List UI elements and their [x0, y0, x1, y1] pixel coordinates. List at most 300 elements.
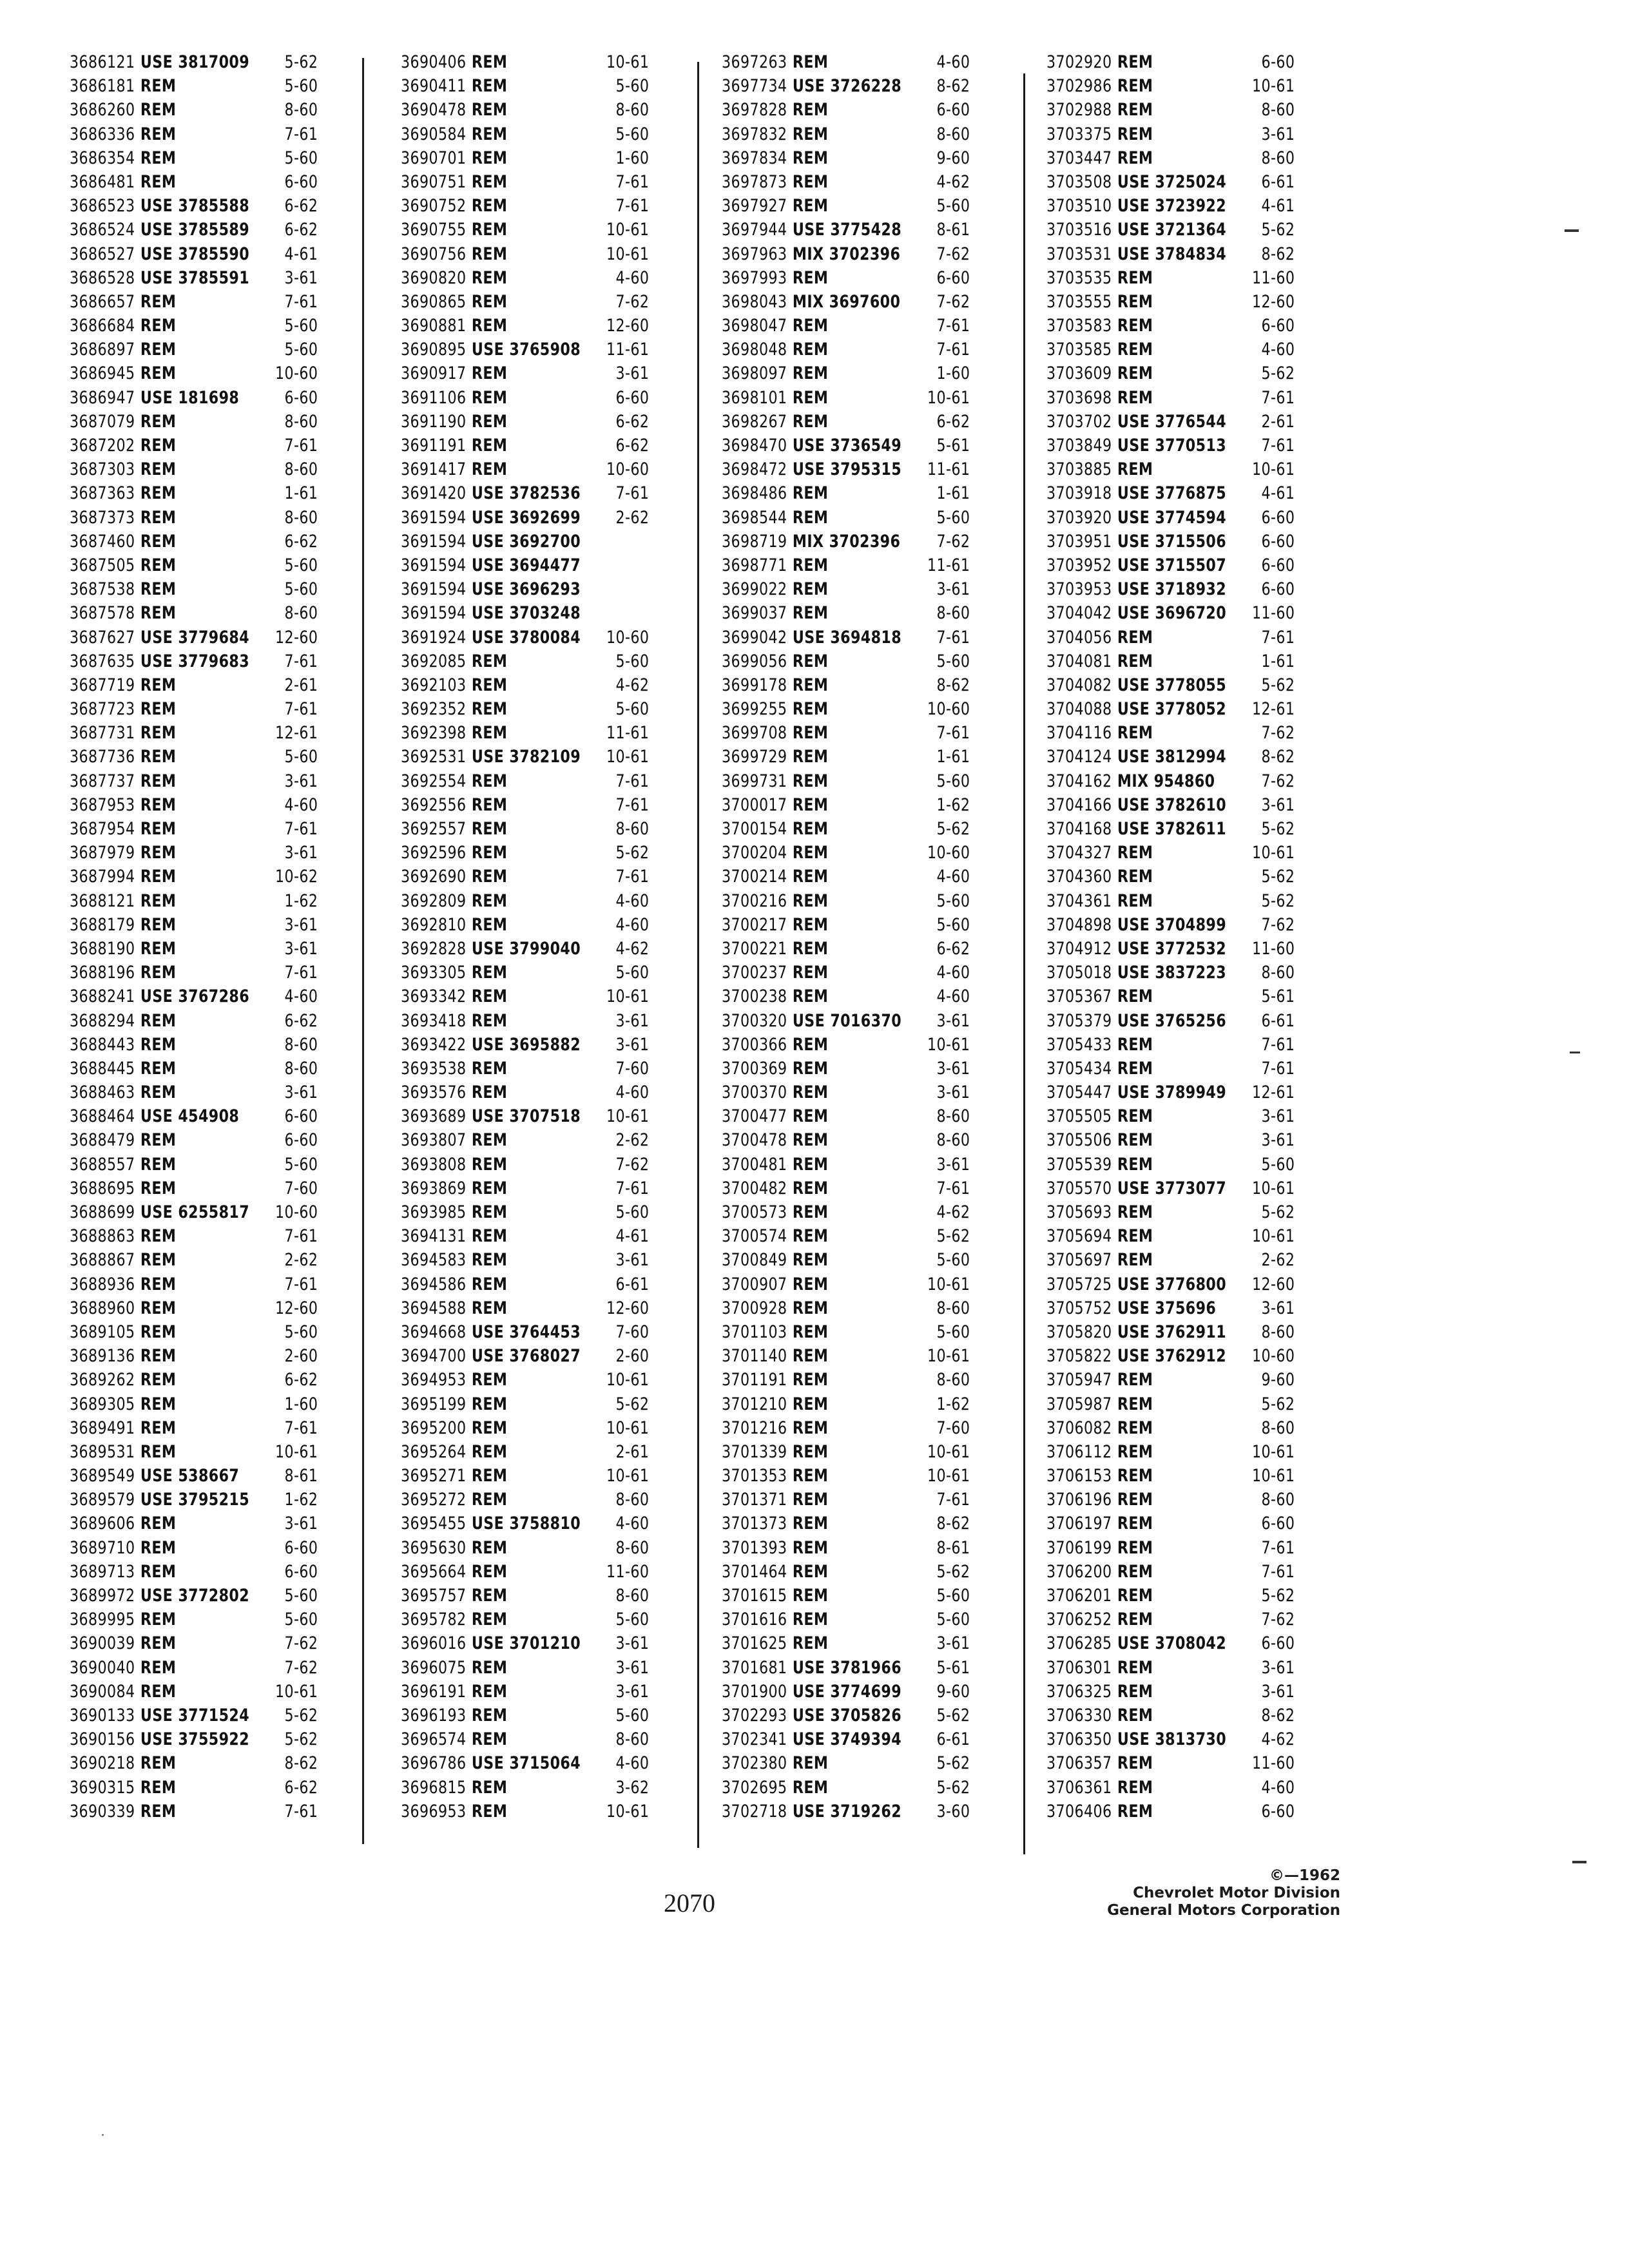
- part-row: [401, 577, 649, 601]
- part-action: MIX 3702396: [792, 531, 901, 552]
- part-row: [722, 361, 970, 385]
- part-date: 7-62: [284, 1657, 318, 1678]
- part-number: 3700481: [722, 1154, 787, 1175]
- part-action: REM: [140, 699, 177, 720]
- part-row: [1046, 1224, 1295, 1248]
- part-number: 3690040: [70, 1657, 135, 1678]
- part-action: REM: [471, 267, 508, 288]
- part-row: [70, 481, 318, 505]
- part-row: [1046, 1128, 1295, 1152]
- part-row: [1046, 889, 1295, 913]
- part-action: REM: [471, 363, 508, 384]
- part-row: [722, 1440, 970, 1464]
- part-number: 3702988: [1046, 100, 1112, 120]
- part-row: [1046, 626, 1295, 649]
- part-number: 3704360: [1046, 867, 1112, 887]
- part-number: 3701216: [722, 1418, 787, 1438]
- part-row: [401, 1392, 649, 1416]
- part-date: 4-61: [284, 244, 318, 264]
- part-date: 8-62: [1261, 244, 1295, 264]
- part-date: 11-60: [1252, 1753, 1295, 1774]
- part-action: REM: [140, 459, 177, 480]
- part-action: USE 3701210: [471, 1633, 581, 1654]
- part-date: 5-60: [284, 340, 318, 360]
- part-action: USE 3721364: [1117, 220, 1227, 240]
- part-date: 4-62: [615, 938, 650, 959]
- part-action: REM: [792, 890, 829, 911]
- part-number: 3703885: [1046, 459, 1112, 480]
- part-action: REM: [471, 1610, 508, 1630]
- part-number: 3691594: [401, 507, 467, 528]
- part-row: [401, 314, 649, 338]
- part-date: 4-61: [1261, 196, 1295, 216]
- part-number: 3693422: [401, 1034, 467, 1055]
- part-date: 5-60: [615, 699, 650, 720]
- part-number: 3704081: [1046, 651, 1112, 671]
- part-date: 5-60: [284, 747, 318, 767]
- part-number: 3696193: [401, 1705, 467, 1725]
- part-date: 7-62: [1261, 723, 1295, 744]
- part-action: USE 3762912: [1117, 1346, 1227, 1367]
- part-number: 3690478: [401, 100, 467, 120]
- part-action: USE 3779684: [140, 627, 250, 648]
- part-row: [401, 1104, 649, 1128]
- part-action: USE 181698: [140, 387, 240, 408]
- part-number: 3688936: [70, 1274, 135, 1294]
- part-row: [722, 1344, 970, 1368]
- part-date: 4-62: [615, 675, 650, 695]
- part-number: 3696574: [401, 1729, 467, 1750]
- part-number: 3700204: [722, 843, 787, 863]
- part-date: 8-60: [1261, 1418, 1295, 1438]
- part-row: [70, 769, 318, 793]
- part-action: REM: [1117, 1226, 1153, 1247]
- part-action: REM: [140, 675, 177, 695]
- part-number: 3688464: [70, 1106, 135, 1127]
- part-number: 3690039: [70, 1633, 135, 1654]
- part-row: [401, 649, 649, 673]
- part-date: 6-60: [284, 1106, 318, 1127]
- part-row: [401, 1440, 649, 1464]
- part-date: 5-62: [1261, 819, 1295, 839]
- part-number: 3697828: [722, 100, 787, 120]
- part-date: 4-60: [284, 794, 318, 815]
- part-row: [401, 769, 649, 793]
- part-date: 10-60: [606, 627, 650, 648]
- part-date: 4-61: [615, 1226, 650, 1247]
- part-number: 3698043: [722, 291, 787, 312]
- part-action: REM: [792, 1202, 829, 1222]
- part-date: 7-61: [1261, 1058, 1295, 1079]
- part-number: 3706112: [1046, 1441, 1112, 1462]
- part-number: 3695200: [401, 1418, 467, 1438]
- part-row: [722, 1512, 970, 1535]
- part-date: 6-62: [936, 411, 970, 432]
- part-date: 4-60: [284, 986, 318, 1007]
- part-date: 8-60: [284, 603, 318, 624]
- part-number: 3703516: [1046, 220, 1112, 240]
- part-date: 5-62: [1261, 867, 1295, 887]
- part-action: REM: [792, 1561, 829, 1582]
- part-action: REM: [792, 1466, 829, 1486]
- part-action: REM: [140, 1250, 177, 1271]
- part-date: 7-61: [284, 819, 318, 839]
- parts-column-1: [70, 50, 372, 1823]
- part-number: 3688463: [70, 1082, 135, 1103]
- part-action: REM: [792, 699, 829, 720]
- part-row: [70, 577, 318, 601]
- part-number: 3689531: [70, 1441, 135, 1462]
- margin-mark: [1572, 1861, 1586, 1863]
- part-row: [401, 170, 649, 194]
- part-action: USE 6255817: [140, 1202, 250, 1222]
- part-date: 5-60: [615, 651, 650, 671]
- part-action: USE 3785589: [140, 220, 250, 240]
- part-row: [401, 194, 649, 218]
- part-date: 5-60: [936, 196, 970, 216]
- part-action: REM: [140, 794, 177, 815]
- part-row: [722, 697, 970, 721]
- part-action: REM: [140, 1561, 177, 1582]
- part-row: [1046, 937, 1295, 961]
- part-action: REM: [140, 890, 177, 911]
- part-date: 5-62: [284, 1729, 318, 1750]
- part-date: 4-60: [615, 267, 650, 288]
- part-action: REM: [471, 148, 508, 168]
- part-action: USE 3695882: [471, 1034, 581, 1055]
- part-date: 10-61: [927, 1441, 970, 1462]
- part-row: [401, 122, 649, 146]
- part-row: [70, 1033, 318, 1057]
- part-number: 3703375: [1046, 124, 1112, 144]
- part-number: 3687460: [70, 531, 135, 552]
- part-number: 3705570: [1046, 1178, 1112, 1198]
- part-row: [722, 913, 970, 937]
- part-action: REM: [140, 1441, 177, 1462]
- part-row: [1046, 338, 1295, 361]
- part-number: 3704361: [1046, 890, 1112, 911]
- part-number: 3694588: [401, 1298, 467, 1318]
- part-date: 10-61: [606, 1466, 650, 1486]
- part-number: 3705379: [1046, 1010, 1112, 1031]
- part-number: 3686684: [70, 316, 135, 336]
- part-row: [401, 1800, 649, 1823]
- part-action: REM: [1117, 627, 1153, 648]
- part-number: 3690756: [401, 244, 467, 264]
- part-action: USE 375696: [1117, 1298, 1217, 1318]
- part-row: [1046, 1320, 1295, 1344]
- part-row: [1046, 1392, 1295, 1416]
- part-row: [1046, 913, 1295, 937]
- part-date: [600, 601, 650, 625]
- part-action: REM: [792, 938, 829, 959]
- part-action: USE 3795315: [792, 459, 902, 480]
- part-date: 7-61: [284, 699, 318, 720]
- part-action: REM: [140, 1418, 177, 1438]
- part-date: 8-60: [1261, 148, 1295, 168]
- part-action: USE 3726228: [792, 76, 902, 97]
- part-row: [70, 434, 318, 457]
- part-date: 3-61: [1261, 124, 1295, 144]
- part-row: [1046, 1033, 1295, 1057]
- part-date: 5-60: [936, 507, 970, 528]
- part-number: 3688557: [70, 1154, 135, 1175]
- part-date: 6-60: [1261, 531, 1295, 552]
- part-number: 3687505: [70, 555, 135, 575]
- part-date: 4-62: [936, 171, 970, 192]
- part-date: 6-60: [284, 1561, 318, 1582]
- part-action: REM: [792, 507, 829, 528]
- part-date: 10-61: [275, 1441, 318, 1462]
- part-date: 5-60: [284, 579, 318, 600]
- part-action: REM: [792, 267, 829, 288]
- part-date: 7-61: [284, 124, 318, 144]
- part-row: [401, 745, 649, 769]
- part-number: 3700369: [722, 1058, 787, 1079]
- part-number: 3703951: [1046, 531, 1112, 552]
- part-date: 3-61: [936, 579, 970, 600]
- part-number: 3698472: [722, 459, 787, 480]
- part-date: 8-60: [936, 1106, 970, 1127]
- part-action: USE 3774699: [792, 1681, 902, 1702]
- part-number: 3701103: [722, 1321, 787, 1342]
- part-number: 3687627: [70, 627, 135, 648]
- part-action: REM: [792, 1610, 829, 1630]
- part-number: 3692556: [401, 794, 467, 815]
- part-row: [70, 122, 318, 146]
- part-row: [1046, 1584, 1295, 1608]
- part-row: [1046, 506, 1295, 530]
- part-action: REM: [140, 340, 177, 360]
- part-row: [70, 361, 318, 385]
- part-number: 3687737: [70, 771, 135, 791]
- part-date: 5-60: [615, 1202, 650, 1222]
- part-action: USE 3774594: [1117, 507, 1227, 528]
- part-date: 7-62: [1261, 1610, 1295, 1630]
- part-row: [1046, 985, 1295, 1008]
- part-date: 8-60: [936, 603, 970, 624]
- part-row: [70, 1200, 318, 1224]
- part-row: [70, 1368, 318, 1392]
- part-number: 3687954: [70, 819, 135, 839]
- part-number: 3703583: [1046, 316, 1112, 336]
- part-row: [70, 506, 318, 530]
- part-action: MIX 3697600: [792, 291, 901, 312]
- part-date: 8-60: [615, 1537, 650, 1558]
- part-number: 3691594: [401, 555, 467, 575]
- part-action: REM: [471, 1202, 508, 1222]
- part-number: 3704042: [1046, 603, 1112, 624]
- part-number: 3693985: [401, 1202, 467, 1222]
- part-number: 3690339: [70, 1801, 135, 1821]
- part-row: [1046, 1464, 1295, 1488]
- part-number: 3702293: [722, 1705, 787, 1725]
- part-action: REM: [140, 843, 177, 863]
- part-date: 10-61: [606, 220, 650, 240]
- part-number: 3687736: [70, 747, 135, 767]
- part-action: REM: [140, 1274, 177, 1294]
- part-number: 3697873: [722, 171, 787, 192]
- part-number: 3698470: [722, 436, 787, 456]
- part-date: 5-62: [1261, 1202, 1295, 1222]
- part-row: [401, 1273, 649, 1296]
- part-date: 10-61: [1252, 1466, 1295, 1486]
- part-action: REM: [792, 1226, 829, 1247]
- part-action: REM: [140, 1537, 177, 1558]
- part-date: 10-61: [1252, 459, 1295, 480]
- part-row: [1046, 1536, 1295, 1560]
- part-row: [722, 1631, 970, 1655]
- part-action: REM: [792, 1537, 829, 1558]
- part-action: REM: [792, 148, 829, 168]
- part-row: [70, 865, 318, 889]
- part-date: 10-61: [927, 1274, 970, 1294]
- part-date: 10-61: [275, 1681, 318, 1702]
- part-row: [70, 961, 318, 985]
- part-action: USE 3768027: [471, 1346, 581, 1367]
- part-number: 3696016: [401, 1633, 467, 1654]
- part-date: 5-62: [284, 52, 318, 72]
- part-row: [1046, 1776, 1295, 1800]
- part-date: 6-60: [936, 267, 970, 288]
- part-date: 3-62: [615, 1777, 650, 1798]
- part-date: 7-61: [615, 171, 650, 192]
- part-row: [1046, 1751, 1295, 1775]
- part-row: [401, 1033, 649, 1057]
- part-row: [722, 98, 970, 122]
- part-date: 11-61: [927, 459, 970, 480]
- part-number: 3703849: [1046, 436, 1112, 456]
- part-action: REM: [471, 1561, 508, 1582]
- part-row: [1046, 1512, 1295, 1535]
- part-number: 3703953: [1046, 579, 1112, 600]
- part-row: [70, 1273, 318, 1296]
- part-row: [1046, 577, 1295, 601]
- part-date: 5-60: [936, 771, 970, 791]
- part-action: REM: [471, 1777, 508, 1798]
- part-action: REM: [140, 1034, 177, 1055]
- part-row: [722, 577, 970, 601]
- part-number: 3693342: [401, 986, 467, 1007]
- part-action: REM: [140, 171, 177, 192]
- part-action: REM: [1117, 1106, 1153, 1127]
- part-date: 7-61: [615, 867, 650, 887]
- part-action: REM: [792, 1034, 829, 1055]
- part-number: 3705822: [1046, 1346, 1112, 1367]
- part-row: [70, 1727, 318, 1751]
- part-row: [722, 1153, 970, 1177]
- part-date: 9-60: [936, 148, 970, 168]
- part-number: 3695199: [401, 1394, 467, 1414]
- part-row: [722, 1536, 970, 1560]
- part-row: [70, 1800, 318, 1823]
- part-action: REM: [471, 867, 508, 887]
- part-date: 3-61: [1261, 1130, 1295, 1151]
- part-action: REM: [792, 1321, 829, 1342]
- part-number: 3704912: [1046, 938, 1112, 959]
- part-number: 3697927: [722, 196, 787, 216]
- part-action: USE 3779683: [140, 651, 250, 671]
- part-number: 3689713: [70, 1561, 135, 1582]
- part-date: 5-62: [1261, 220, 1295, 240]
- part-number: 3705018: [1046, 963, 1112, 983]
- part-number: 3705987: [1046, 1394, 1112, 1414]
- part-action: REM: [792, 52, 829, 72]
- part-number: 3686897: [70, 340, 135, 360]
- part-action: USE 3795215: [140, 1490, 250, 1510]
- part-date: 10-61: [606, 747, 650, 767]
- part-number: 3687731: [70, 723, 135, 744]
- part-date: 10-60: [275, 363, 318, 384]
- part-action: USE 3692699: [471, 507, 581, 528]
- part-action: REM: [1117, 148, 1153, 168]
- part-number: 3705434: [1046, 1058, 1112, 1079]
- part-date: 5-60: [936, 651, 970, 671]
- part-number: 3688960: [70, 1298, 135, 1318]
- part-action: REM: [471, 675, 508, 695]
- part-date: 6-61: [1261, 171, 1295, 192]
- part-date: 6-60: [1261, 555, 1295, 575]
- part-row: [401, 146, 649, 170]
- part-number: 3702695: [722, 1777, 787, 1798]
- part-number: 3697993: [722, 267, 787, 288]
- part-date: 3-61: [1261, 1106, 1295, 1127]
- part-row: [70, 1057, 318, 1081]
- part-date: 2-62: [284, 1250, 318, 1271]
- part-number: 3702718: [722, 1801, 787, 1821]
- part-number: 3687953: [70, 794, 135, 815]
- part-date: 1-62: [284, 890, 318, 911]
- part-number: 3700573: [722, 1202, 787, 1222]
- part-date: 8-62: [936, 1514, 970, 1534]
- part-number: 3700237: [722, 963, 787, 983]
- part-date: 5-60: [936, 914, 970, 935]
- column-divider: [1023, 73, 1025, 1854]
- part-date: 8-60: [1261, 963, 1295, 983]
- part-row: [1046, 386, 1295, 410]
- part-number: 3700221: [722, 938, 787, 959]
- part-row: [70, 386, 318, 410]
- part-action: REM: [140, 291, 177, 312]
- part-row: [722, 1464, 970, 1488]
- part-action: REM: [140, 963, 177, 983]
- part-date: 7-62: [615, 291, 650, 312]
- part-action: REM: [471, 1058, 508, 1079]
- part-action: REM: [792, 771, 829, 791]
- part-date: 4-60: [615, 1753, 650, 1774]
- part-action: REM: [1117, 1370, 1153, 1390]
- publisher-division: Chevrolet Motor Division: [1133, 1885, 1340, 1901]
- part-number: 3698719: [722, 531, 787, 552]
- part-date: 8-61: [284, 1466, 318, 1486]
- part-action: REM: [1117, 1394, 1153, 1414]
- part-row: [401, 1057, 649, 1081]
- part-row: [722, 1128, 970, 1152]
- part-number: 3701210: [722, 1394, 787, 1414]
- part-action: USE 3758810: [471, 1514, 581, 1534]
- part-number: 3706200: [1046, 1561, 1112, 1582]
- part-number: 3689549: [70, 1466, 135, 1486]
- part-number: 3687079: [70, 411, 135, 432]
- part-date: 7-61: [1261, 1561, 1295, 1582]
- part-action: REM: [1117, 1610, 1153, 1630]
- part-action: REM: [140, 124, 177, 144]
- part-action: USE 3715506: [1117, 531, 1227, 552]
- part-action: USE 3778055: [1117, 675, 1227, 695]
- part-date: 6-60: [1261, 1633, 1295, 1654]
- part-row: [70, 649, 318, 673]
- part-date: 11-61: [927, 555, 970, 575]
